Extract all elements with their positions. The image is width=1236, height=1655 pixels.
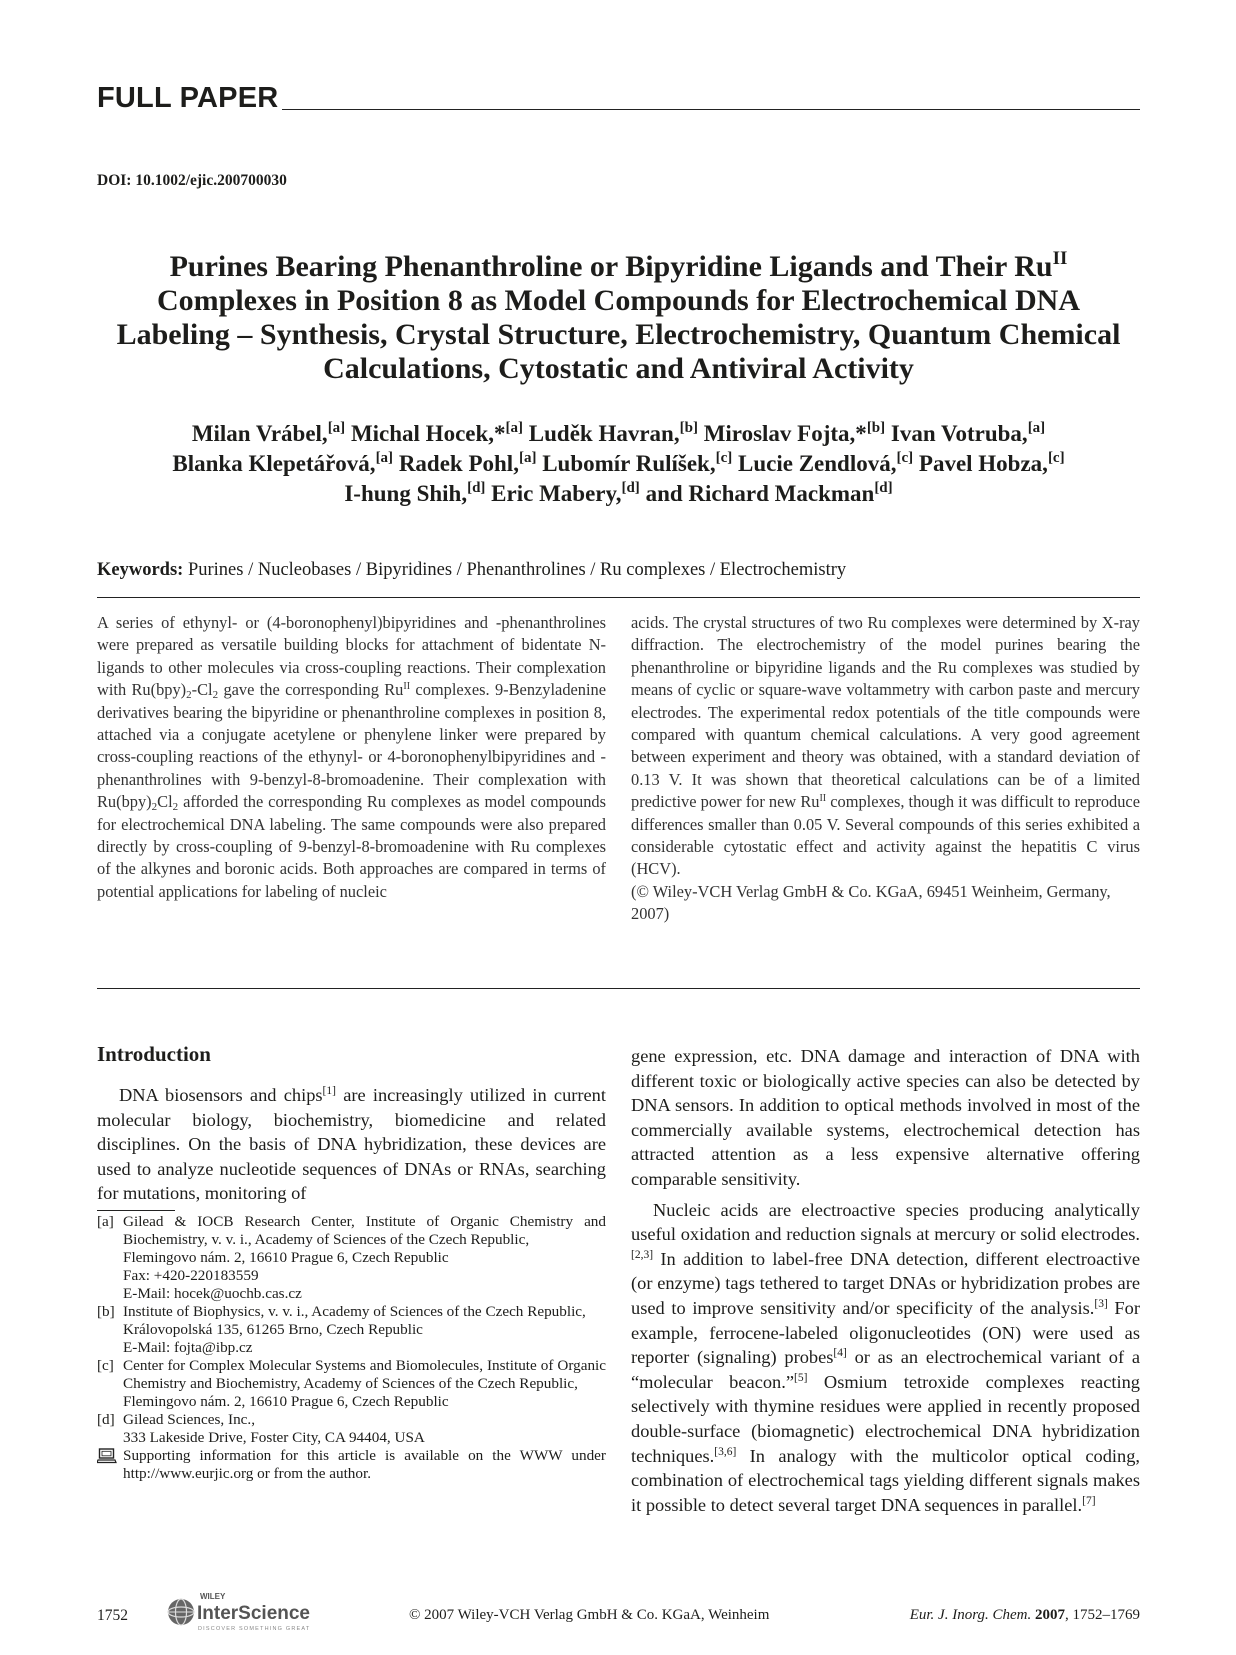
- author-affiliation: [a]: [375, 450, 394, 466]
- abstract-text: complexes. 9-Benzyladenine derivatives bearing the bipyridine or phenanthroline complexes in position 8, attached via a conjugate acetylene or phenylene linker were prepared by cross-coupling reactions of the ethynyl- or 4-boronophenylbipyridines and -phenanthrolines with 9-benzyl-8-bromoadenine. Their complexation with Ru(bpy): [97, 680, 607, 812]
- author-affiliation: [d]: [621, 480, 640, 496]
- author-affiliation: [c]: [1047, 450, 1065, 466]
- footnote-tag: [b]: [97, 1303, 115, 1320]
- author-affiliation: [b]: [866, 420, 886, 436]
- author-affiliation: [b]: [679, 420, 698, 436]
- paragraph: [631, 1198, 1140, 1518]
- footnote-address: Flemingovo nám. 2, 16610 Prague 6, Czech Republic: [123, 1249, 449, 1266]
- paper-title: [97, 250, 1140, 386]
- citation-ref: [2,3]: [631, 1248, 654, 1261]
- abstract-text: acids. The crystal structures of two Ru complexes were determined by X-ray diffraction. The electrochemistry of the model purines bearing the phenanthroline or bipyridine ligands and the Ru complexes was studied by means of cyclic or square-wave voltammetry with carbon paste and mercury electrodes. The experimental redox potentials of the title compounds were compared with quantum chemical calculations. A very good agreement between experiment and theory was obtained, with a standard deviation of 0.13 V. It was shown that theoretical calculations can be of a limited predictive power for new Ru: [631, 613, 1140, 812]
- subscript: 2: [212, 689, 219, 702]
- paragraph-text: In analogy with the multicolor optical coding, combination of electrochemical tags yielding different signals makes it possible to detect several target DNA sequences in parallel.: [631, 1445, 1140, 1515]
- author: I-hung Shih,: [344, 481, 468, 506]
- author: Luděk Havran,: [528, 421, 680, 446]
- paragraph-text: In addition to label-free DNA detection, different electroactive (or enzyme) tags tethered to target DNAs or hybridization probes are used to improve sensitivity and/or specificity of the analysis.: [631, 1248, 1140, 1318]
- author: and Richard Mackman: [645, 481, 875, 506]
- affiliation-footnotes: [97, 1213, 606, 1483]
- journal-citation: [910, 1607, 1140, 1624]
- footnote-d: [97, 1411, 606, 1447]
- citation-ref: [4]: [833, 1347, 847, 1360]
- subscript: 2: [172, 801, 179, 814]
- author-affiliation: [a]: [1027, 420, 1046, 436]
- footnote-fax: Fax: +420-220183559: [123, 1267, 259, 1284]
- section-header: [97, 80, 1140, 116]
- footnote-text: Center for Complex Molecular Systems and Biomolecules, Institute of Organic Chemistry and Biochemistry, Academy of Sciences of the Czech Republic,: [123, 1357, 606, 1392]
- footnote-tag: [c]: [97, 1357, 114, 1374]
- footnote-address: 333 Lakeside Drive, Foster City, CA 94404, USA: [123, 1429, 425, 1446]
- footnote-b: [97, 1303, 606, 1357]
- paragraph-text: Osmium tetroxide complexes reacting selectively with thymine residues were applied in recently proposed double-surface (biomagnetic) electrochemical DNA hybridization techniques.: [631, 1371, 1140, 1466]
- paragraph-text: are increasingly utilized in current molecular biology, biochemistry, biomedicine and related disciplines. On the basis of DNA hybridization, these devices are used to analyze nucleotide sequences of DNAs or RNAs, searching for mutations, monitoring of: [97, 1085, 606, 1204]
- globe-icon: [168, 1599, 194, 1625]
- author: Pavel Hobza,: [918, 451, 1048, 476]
- subscript: 2: [151, 801, 158, 814]
- intro-right-column: [631, 1044, 1140, 1517]
- keywords: [97, 560, 846, 581]
- abstract-top-rule: [97, 597, 1140, 598]
- logo-wiley: WILEY: [200, 1592, 226, 1601]
- logo-wordmark: InterScience: [197, 1603, 310, 1624]
- author-affiliation: [a]: [505, 420, 524, 436]
- abstract-right-column: [631, 612, 1140, 926]
- author: Miroslav Fojta,*: [703, 421, 867, 446]
- superscript: II: [819, 793, 827, 805]
- citation-ref: [3]: [1094, 1297, 1108, 1310]
- citation-ref: [5]: [794, 1371, 808, 1384]
- footnote-text: Gilead & IOCB Research Center, Institute of Organic Chemistry and Biochemistry, v. v. i., Academy of Sciences of the Czech Republic,: [123, 1213, 606, 1248]
- citation-ref: [7]: [1082, 1494, 1096, 1507]
- journal-pages: , 1752–1769: [1065, 1607, 1140, 1623]
- author-list: [97, 419, 1140, 509]
- keywords-label: Keywords:: [97, 560, 184, 580]
- abstract-copyright: (© Wiley-VCH Verlag GmbH & Co. KGaA, 69451 Weinheim, Germany, 2007): [631, 881, 1111, 924]
- footnote-c: [97, 1357, 606, 1411]
- abstract-left-column: [97, 612, 606, 903]
- logo-tagline: DISCOVER SOMETHING GREAT: [198, 1626, 311, 1632]
- title-sup: II: [1052, 248, 1068, 269]
- footnote-tag: [d]: [97, 1411, 115, 1428]
- doi: DOI: 10.1002/ejic.200700030: [97, 172, 287, 189]
- author: Michal Hocek,*: [350, 421, 506, 446]
- footnote-text: Gilead Sciences, Inc.,: [123, 1411, 255, 1428]
- author: Lucie Zendlová,: [738, 451, 897, 476]
- page-number: 1752: [97, 1607, 128, 1624]
- footnote-email[interactable]: E-Mail: fojta@ibp.cz: [123, 1339, 253, 1356]
- author-affiliation: [c]: [715, 450, 733, 466]
- paragraph-text: Nucleic acids are electroactive species producing analytically useful oxidation and reduction signals at mercury or solid electrodes.: [631, 1199, 1140, 1245]
- abstract-text: gave the corresponding Ru: [218, 680, 404, 700]
- footnote-email[interactable]: E-Mail: hocek@uochb.cas.cz: [123, 1285, 302, 1302]
- subscript: 2: [186, 689, 192, 702]
- footnote-rule: [97, 1210, 175, 1211]
- footnote-address: Královopolská 135, 61265 Brno, Czech Republic: [123, 1321, 423, 1338]
- paragraph-text: or as an electrochemical variant of a “molecular beacon.”: [631, 1347, 1140, 1392]
- footer-copyright: © 2007 Wiley-VCH Verlag GmbH & Co. KGaA, Weinheim: [409, 1607, 770, 1623]
- author-affiliation: [d]: [467, 480, 486, 496]
- paragraph: gene expression, etc. DNA damage and interaction of DNA with different toxic or biologically active species can also be detected by DNA sensors. In addition to optical methods involved in most of the commercially available systems, electrochemical detection has attracted attention as a less expensive alternative offering comparable sensitivity.: [631, 1046, 1140, 1189]
- paragraph-text: For example, ferrocene-labeled oligonucleotides (ON) were used as reporter (signaling) probes: [631, 1297, 1140, 1368]
- paragraph-text: DNA biosensors and chips: [119, 1085, 323, 1105]
- author: Milan Vrábel,: [191, 421, 328, 446]
- author-affiliation: [c]: [896, 450, 914, 466]
- computer-icon: [97, 1447, 123, 1483]
- footnote-tag: [a]: [97, 1213, 114, 1230]
- title-line-4: Calculations, Cytostatic and Antiviral Activity: [323, 352, 914, 385]
- intro-left-column: [97, 1083, 606, 1206]
- supporting-info-text: Supporting information for this article is available on the WWW under http://www.eurjic.org or from the author.: [123, 1447, 606, 1482]
- author: Eric Mabery,: [491, 481, 622, 506]
- citation-ref: [1]: [322, 1085, 336, 1097]
- title-line-2: Complexes in Position 8 as Model Compounds for Electrochemical DNA: [156, 284, 1081, 317]
- author-affiliation: [a]: [327, 420, 346, 436]
- citation-ref: [3,6]: [714, 1445, 737, 1458]
- title-line-1: Purines Bearing Phenanthroline or Bipyridine Ligands and Their Ru: [169, 250, 1053, 283]
- keywords-text: Purines / Nucleobases / Bipyridines / Phenanthrolines / Ru complexes / Electrochemistry: [187, 560, 847, 580]
- abstract-text: complexes, though it was difficult to reproduce differences smaller than 0.05 V. Several compounds of this series exhibited a considerable cytostatic effect and activity against the hepatitis C virus (HCV).: [631, 792, 1140, 879]
- journal-name: Eur. J. Inorg. Chem.: [909, 1607, 1032, 1623]
- author: Ivan Votruba,: [890, 421, 1028, 446]
- section-label: FULL PAPER: [97, 82, 282, 114]
- author: Lubomír Rulíšek,: [542, 451, 716, 476]
- journal-year: 2007: [1035, 1607, 1065, 1623]
- author-affiliation: [a]: [518, 450, 537, 466]
- footnote-address: Flemingovo nám. 2, 16610 Prague 6, Czech Republic: [123, 1393, 449, 1410]
- abstract-text: -Cl: [191, 680, 213, 700]
- abstract-text: A series of ethynyl- or (4-boronophenyl)bipyridines and -phenanthrolines were prepared as versatile building blocks for attachment of bidentate N-ligands to other molecules via cross-coupling reactions. Their complexation with Ru(bpy): [97, 613, 606, 700]
- abstract-text: Cl: [157, 792, 173, 812]
- abstract-bottom-rule: [97, 988, 1140, 989]
- footnote-a: [97, 1213, 606, 1303]
- paragraph: [97, 1083, 606, 1206]
- title-line-3: Labeling – Synthesis, Crystal Structure, Electrochemistry, Quantum Chemical: [116, 318, 1121, 351]
- author: Blanka Klepetářová,: [172, 451, 376, 476]
- abstract-text: afforded the corresponding Ru complexes as model compounds for electrochemical DNA labeling. The same compounds were also prepared directly by cross-coupling of 9-benzyl-8-bromoadenine with Ru complexes of the alkynes and boronic acids. Both approaches are compared in terms of potential applications for labeling of nucleic: [97, 792, 606, 901]
- superscript: II: [403, 681, 411, 693]
- interscience-logo: [164, 1588, 340, 1634]
- author-affiliation: [d]: [874, 480, 893, 496]
- section-heading: Introduction: [97, 1042, 211, 1066]
- author: Radek Pohl,: [398, 451, 519, 476]
- footnote-text: Institute of Biophysics, v. v. i., Academy of Sciences of the Czech Republic,: [123, 1303, 586, 1320]
- supporting-info-note: [97, 1447, 606, 1483]
